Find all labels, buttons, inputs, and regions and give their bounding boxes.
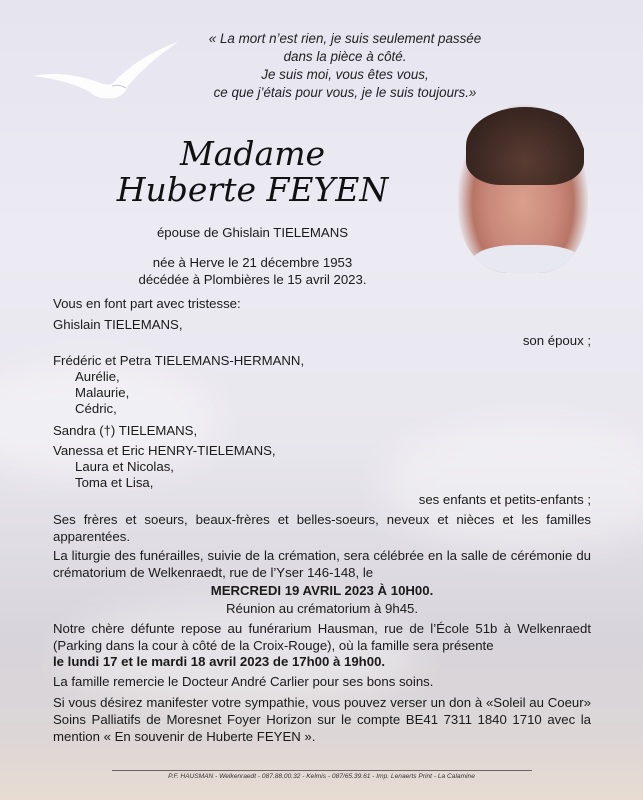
family-line: Sandra (†) TIELEMANS,: [53, 423, 198, 438]
siblings-paragraph: Ses frères et soeurs, beaux-frères et belles-soeurs, neveux et nièces et les familles apparentées.: [53, 512, 591, 544]
footer-divider: [112, 770, 532, 771]
life-dates: [110, 254, 395, 288]
grandchild-line: Cédric,: [75, 401, 117, 416]
footer-credits: P.F. HAUSMAN - Welkenraedt - 087.88.00.32 - Kelmis - 087/65.39.61 - Imp. Lenaerts Print - La Calamine: [168, 773, 475, 780]
quote-line: « La mort n’est rien, je suis seulement passée: [208, 31, 482, 46]
deceased-header: [110, 136, 395, 288]
children-role: ses enfants et petits-enfants ;: [418, 492, 591, 507]
deceased-name: Huberte FEYEN: [116, 170, 389, 209]
family-line: Frédéric et Petra TIELEMANS-HERMANN,: [53, 353, 305, 368]
thanks-line: La famille remercie le Docteur André Carlier pour ses bons soins.: [53, 674, 434, 689]
portrait-hair: [466, 107, 584, 185]
visiting-hours: le lundi 17 et le mardi 18 avril 2023 de 17h00 à 19h00.: [53, 654, 386, 669]
grandchild-line: Laura et Nicolas,: [75, 459, 174, 474]
quote-line: Je suis moi, vous êtes vous,: [261, 67, 429, 82]
rest-paragraph: Notre chère défunte repose au funérarium Hausman, rue de l’École 51b à Welkenraedt (Parking dans la cour à côté de la Croix-Rouge), où la famille sera présente: [53, 621, 591, 653]
liturgy-paragraph: La liturgie des funérailles, suivie de la crémation, sera célébrée en la salle de cérémonie du crématorium de Welkenraedt, rue de l’Yser 146-148, le: [53, 548, 591, 580]
intro-text: Vous en font part avec tristesse:: [53, 296, 241, 311]
memorial-quote: [195, 30, 495, 102]
birth-line: née à Herve le 21 décembre 1953: [152, 255, 353, 270]
seagull-icon: [28, 36, 183, 106]
spouse-name: Ghislain TIELEMANS,: [53, 317, 183, 332]
portrait-clothing: [472, 245, 582, 273]
grandchild-line: Aurélie,: [75, 369, 120, 384]
donation-paragraph: Si vous désirez manifester votre sympathie, vous pouvez verser un don à «Soleil au Coeur» Soins Palliatifs de Moresnet Foyer Horizon sur le compte BE41 7311 1840 1710 avec la mention « En souvenir de Huberte FEYEN ».: [53, 695, 591, 744]
grandchild-line: Toma et Lisa,: [75, 475, 154, 490]
deceased-title: Madame: [179, 134, 326, 173]
ceremony-date: MERCREDI 19 AVRIL 2023 À 10H00.: [210, 583, 434, 598]
grandchild-line: Malaurie,: [75, 385, 130, 400]
spouse-line: épouse de Ghislain TIELEMANS: [156, 225, 349, 240]
meeting-info: Réunion au crématorium à 9h45.: [225, 601, 419, 616]
death-line: décédée à Plombières le 15 avril 2023.: [138, 272, 367, 287]
quote-line: dans la pièce à côté.: [283, 49, 407, 64]
quote-line: ce que j’étais pour vous, je le suis toujours.»: [213, 85, 477, 100]
deceased-portrait: [458, 105, 588, 273]
family-line: Vanessa et Eric HENRY-TIELEMANS,: [53, 443, 276, 458]
spouse-role: son époux ;: [522, 333, 591, 348]
